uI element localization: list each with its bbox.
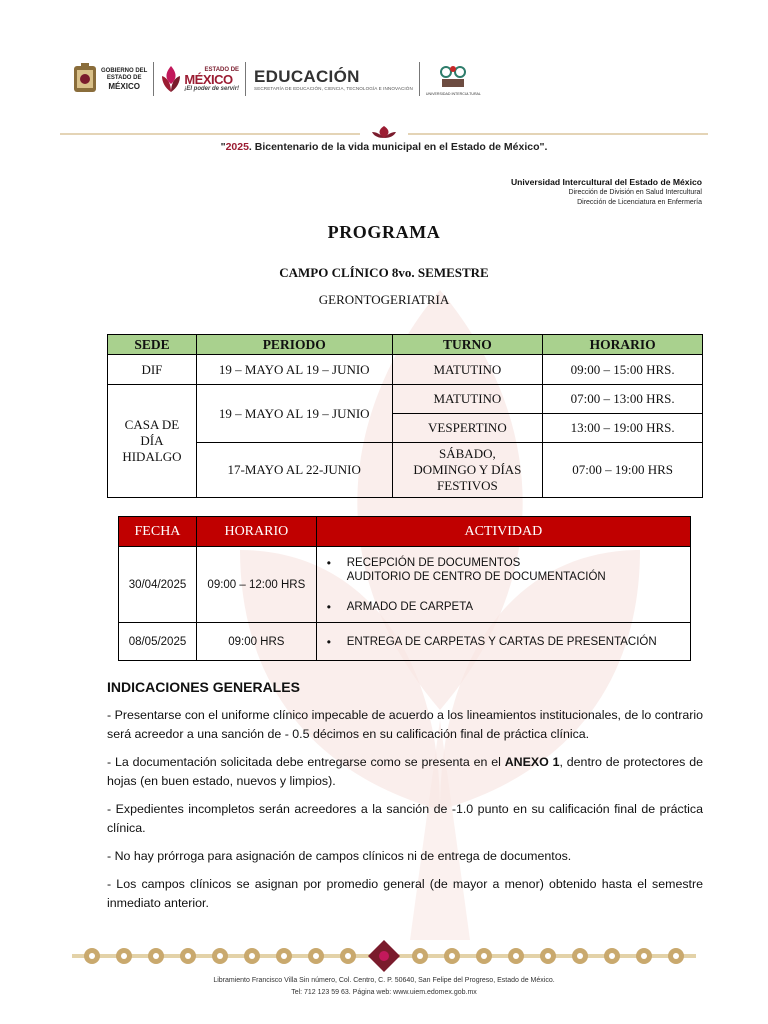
indicacion-5: - Los campos clínicos se asignan por promedio general (de mayor a menor) obtenido hasta el semestre inmediato anterior.: [107, 877, 703, 910]
turno-line: DOMINGO Y DÍAS: [413, 462, 522, 477]
header-ornament: [60, 124, 708, 140]
actividad-cell: [316, 547, 690, 623]
bicentenario-open: ": [220, 141, 226, 153]
fecha-cell: 08/05/2025: [119, 623, 197, 661]
mex-slogan: ¡El poder de servir!: [184, 85, 240, 92]
edu-title: EDUCACIÓN: [254, 66, 360, 86]
uiem-emblem-icon: [438, 63, 468, 91]
sede-cell: DIF: [108, 355, 197, 385]
horario-cell: 09:00 – 15:00 HRS.: [543, 355, 703, 385]
sede-line: DÍA: [140, 433, 164, 448]
horario-cell: 07:00 – 19:00 HRS: [543, 443, 703, 498]
indicacion-2: [107, 753, 703, 791]
list-item: • ARMADO DE CARPETA: [325, 600, 690, 614]
turno-cell: MATUTINO: [392, 355, 543, 385]
table-row: [108, 385, 703, 414]
header-fecha: FECHA: [119, 517, 197, 547]
header-horario: HORARIO: [196, 517, 316, 547]
horario-cell: 13:00 – 19:00 HRS.: [543, 414, 703, 443]
footer-contact: Tel: 712 123 59 63. Página web: www.uiem.edomex.gob.mx: [291, 989, 477, 996]
table-header-row: [108, 335, 703, 355]
indicacion-2-a: - La documentación solicitada debe entregarse como se presenta en el: [107, 755, 505, 769]
turno-line: SÁBADO,: [439, 446, 496, 461]
turno-line: FESTIVOS: [437, 478, 498, 493]
header-horario: HORARIO: [543, 335, 703, 355]
footer-address: Libramiento Francisco Villa Sin número, Col. Centro, C. P. 50640, San Felipe del Progreso, Estado de México.: [213, 977, 555, 984]
list-item: [325, 556, 690, 584]
schedule-table: [107, 334, 703, 498]
list-item: • ENTREGA DE CARPETAS Y CARTAS DE PRESENTACIÓN: [325, 635, 690, 649]
divider: [419, 62, 420, 96]
gob-line3: MÉXICO: [108, 81, 140, 91]
educacion-logo: [254, 68, 413, 91]
table-row: [108, 355, 703, 385]
divider: [245, 62, 246, 96]
sede-cell: [108, 385, 197, 498]
horario-cell: 09:00 – 12:00 HRS: [196, 547, 316, 623]
edomex-logo: [72, 62, 147, 96]
gob-line1: GOBIERNO DEL: [101, 67, 148, 74]
activity-line: • RECEPCIÓN DE DOCUMENTOS: [346, 556, 521, 569]
edu-subtitle: SECRETARÍA DE EDUCACIÓN, CIENCIA, TECNOLOGÍA E INNOVACIÓN: [254, 85, 413, 91]
header-periodo: PERIODO: [196, 335, 392, 355]
sede-line: CASA DE: [124, 417, 180, 432]
activity-list: [325, 556, 690, 614]
horario-cell: 07:00 – 13:00 HRS.: [543, 385, 703, 414]
header-logos: [72, 58, 481, 100]
actividad-cell: [316, 623, 690, 661]
periodo-cell: 19 – MAYO AL 19 – JUNIO: [196, 355, 392, 385]
dancer-icon: [160, 64, 182, 94]
institution-direction: Dirección de Licenciatura en Enfermería: [577, 199, 702, 206]
mexico-logo: [160, 64, 239, 94]
turno-cell: VESPERTINO: [392, 414, 543, 443]
indicacion-2-c: , dentro de protectores de hojas (en buen estado, nuevos y limpios).: [107, 755, 703, 788]
periodo-cell: 17-MAYO AL 22-JUNIO: [196, 443, 392, 498]
indicacion-4: - No hay prórroga para asignación de campos clínicos ni de entrega de documentos.: [107, 849, 572, 863]
uiem-text: UNIVERSIDAD INTERCULTURAL: [425, 91, 481, 96]
table-row: [119, 623, 691, 661]
table-row: [108, 443, 703, 498]
header-sede: SEDE: [108, 335, 197, 355]
footer-ornament: [72, 940, 696, 972]
page-subtitle: CAMPO CLÍNICO 8vo. SEMESTRE: [279, 265, 489, 280]
bicentenario-text: . Bicentenario de la vida municipal en el Estado de México".: [248, 141, 548, 153]
footer: [0, 975, 768, 999]
page-title: PROGRAMA: [327, 222, 441, 242]
divider: [153, 62, 154, 96]
institution-name: Universidad Intercultural del Estado de México: [510, 177, 702, 187]
periodo-cell: 19 – MAYO AL 19 – JUNIO: [196, 385, 392, 443]
indicacion-3: - Expedientes incompletos serán acreedores a la sanción de -1.0 punto en su calificación final de práctica clínica.: [107, 802, 703, 835]
turno-cell: [392, 443, 543, 498]
gob-line2: ESTADO DE: [106, 74, 142, 81]
indicaciones-section: [107, 678, 703, 922]
table-row: [119, 547, 691, 623]
mex-big: MÉXICO: [184, 71, 233, 87]
institution-block: [511, 176, 702, 208]
anexo-label: ANEXO 1: [504, 755, 560, 769]
page-subtitle-2: GERONTOGERIATRIA: [318, 292, 450, 307]
bicentenario-banner: [0, 141, 768, 153]
indicacion-1: - Presentarse con el uniforme clínico impecable de acuerdo a los lineamientos institucionales, de lo contrario será acreedor a una sanción de - 0.5 décimos en su calificación final de práctica clínica.: [107, 708, 703, 741]
horario-cell: 09:00 HRS: [196, 623, 316, 661]
header-actividad: ACTIVIDAD: [316, 517, 690, 547]
turno-cell: MATUTINO: [392, 385, 543, 414]
sede-line: HIDALGO: [122, 449, 182, 464]
header-turno: TURNO: [392, 335, 543, 355]
uiem-logo: [426, 63, 481, 96]
institution-division: Dirección de División en Salud Intercultural: [568, 189, 702, 196]
activity-line: AUDITORIO DE CENTRO DE DOCUMENTACIÓN: [346, 570, 606, 583]
bicentenario-year: 2025: [225, 141, 249, 153]
crest-icon: [72, 62, 98, 96]
mex-small: ESTADO DE: [204, 66, 240, 73]
table-header-row: [119, 517, 691, 547]
activity-table: [118, 516, 691, 661]
fecha-cell: 30/04/2025: [119, 547, 197, 623]
indicaciones-heading: INDICACIONES GENERALES: [107, 679, 300, 695]
activity-list: [325, 635, 690, 649]
